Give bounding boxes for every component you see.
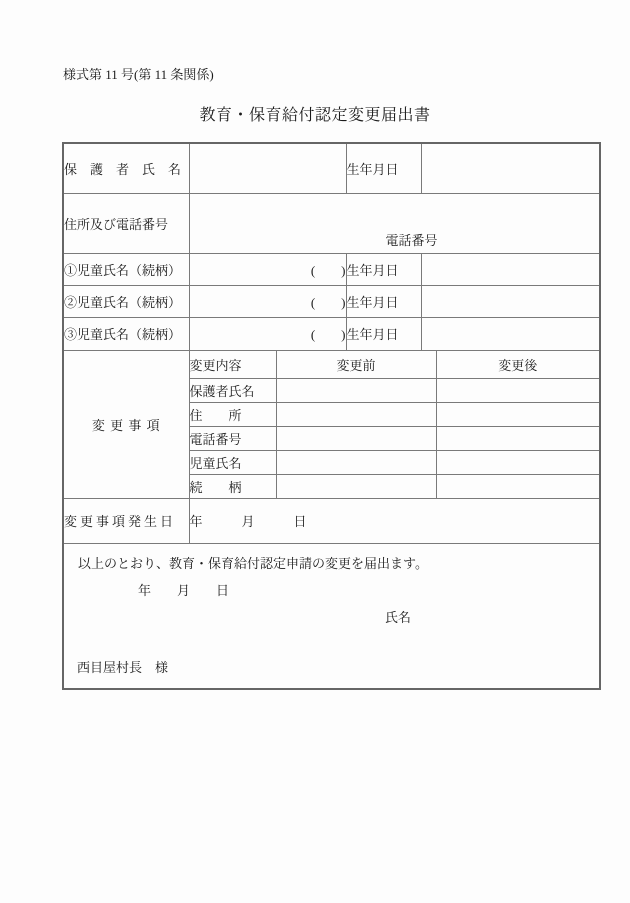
child-row-2 <box>63 285 600 317</box>
address-field <box>189 193 600 253</box>
change-item-phone-label: 電話番号 <box>189 426 276 450</box>
child1-birthdate-label: 生年月日 <box>346 253 421 285</box>
change-date-field: 年 月 日 <box>189 498 600 543</box>
declaration-row <box>63 543 600 689</box>
change-before-address-field <box>276 402 436 426</box>
change-item-child-name-label: 児童氏名 <box>189 450 276 474</box>
child3-name-label: ③児童氏名（続柄） <box>63 317 189 350</box>
address-row <box>63 193 600 253</box>
guardian-name-field <box>189 143 346 193</box>
child2-birthdate-label: 生年月日 <box>346 285 421 317</box>
change-header-row <box>63 350 600 378</box>
change-item-guardian-label: 保護者氏名 <box>189 378 276 402</box>
address-label: 住所及び電話番号 <box>63 193 189 253</box>
change-before-child-name-field <box>276 450 436 474</box>
child-row-1 <box>63 253 600 285</box>
guardian-name-label: 保 護 者 氏 名 <box>63 143 189 193</box>
change-item-header: 変更内容 <box>189 350 276 378</box>
child1-birthdate-field <box>421 253 600 285</box>
declaration-text: 以上のとおり、教育・保育給付認定申請の変更を届出ます。 <box>78 555 428 571</box>
change-date-row <box>63 498 600 543</box>
child2-birthdate-field <box>421 285 600 317</box>
child-row-3 <box>63 317 600 350</box>
child1-name-label: ①児童氏名（続柄） <box>63 253 189 285</box>
child1-name-field: ( ) <box>189 253 346 285</box>
child2-name-label: ②児童氏名（続柄） <box>63 285 189 317</box>
phone-number-label: 電話番号 <box>385 232 438 248</box>
change-after-child-name-field <box>436 450 600 474</box>
change-after-address-field <box>436 402 600 426</box>
change-date-label: 変更事項発生日 <box>63 498 189 543</box>
change-after-phone-field <box>436 426 600 450</box>
addressee-text: 西目屋村長 様 <box>77 659 169 675</box>
form-number: 様式第 11 号(第 11 条関係) <box>63 67 214 82</box>
child3-name-field: ( ) <box>189 317 346 350</box>
change-before-phone-field <box>276 426 436 450</box>
child3-birthdate-field <box>421 317 600 350</box>
change-before-header: 変更前 <box>276 350 436 378</box>
change-before-relation-field <box>276 474 436 498</box>
application-form-table <box>62 142 601 690</box>
declaration-cell <box>63 543 600 689</box>
declaration-date-line: 年 月 日 <box>138 582 230 598</box>
child2-name-field: ( ) <box>189 285 346 317</box>
change-after-relation-field <box>436 474 600 498</box>
change-section-label: 変 更 事 項 <box>63 350 189 498</box>
change-after-header: 変更後 <box>436 350 600 378</box>
change-before-guardian-field <box>276 378 436 402</box>
signer-name-label: 氏名 <box>385 609 412 625</box>
change-item-relation-label: 続 柄 <box>189 474 276 498</box>
change-item-address-label: 住 所 <box>189 402 276 426</box>
guardian-birthdate-field <box>421 143 600 193</box>
child3-birthdate-label: 生年月日 <box>346 317 421 350</box>
guardian-row <box>63 143 600 193</box>
form-title: 教育・保育給付認定変更届出書 <box>199 107 431 124</box>
change-after-guardian-field <box>436 378 600 402</box>
guardian-birthdate-label: 生年月日 <box>346 143 421 193</box>
